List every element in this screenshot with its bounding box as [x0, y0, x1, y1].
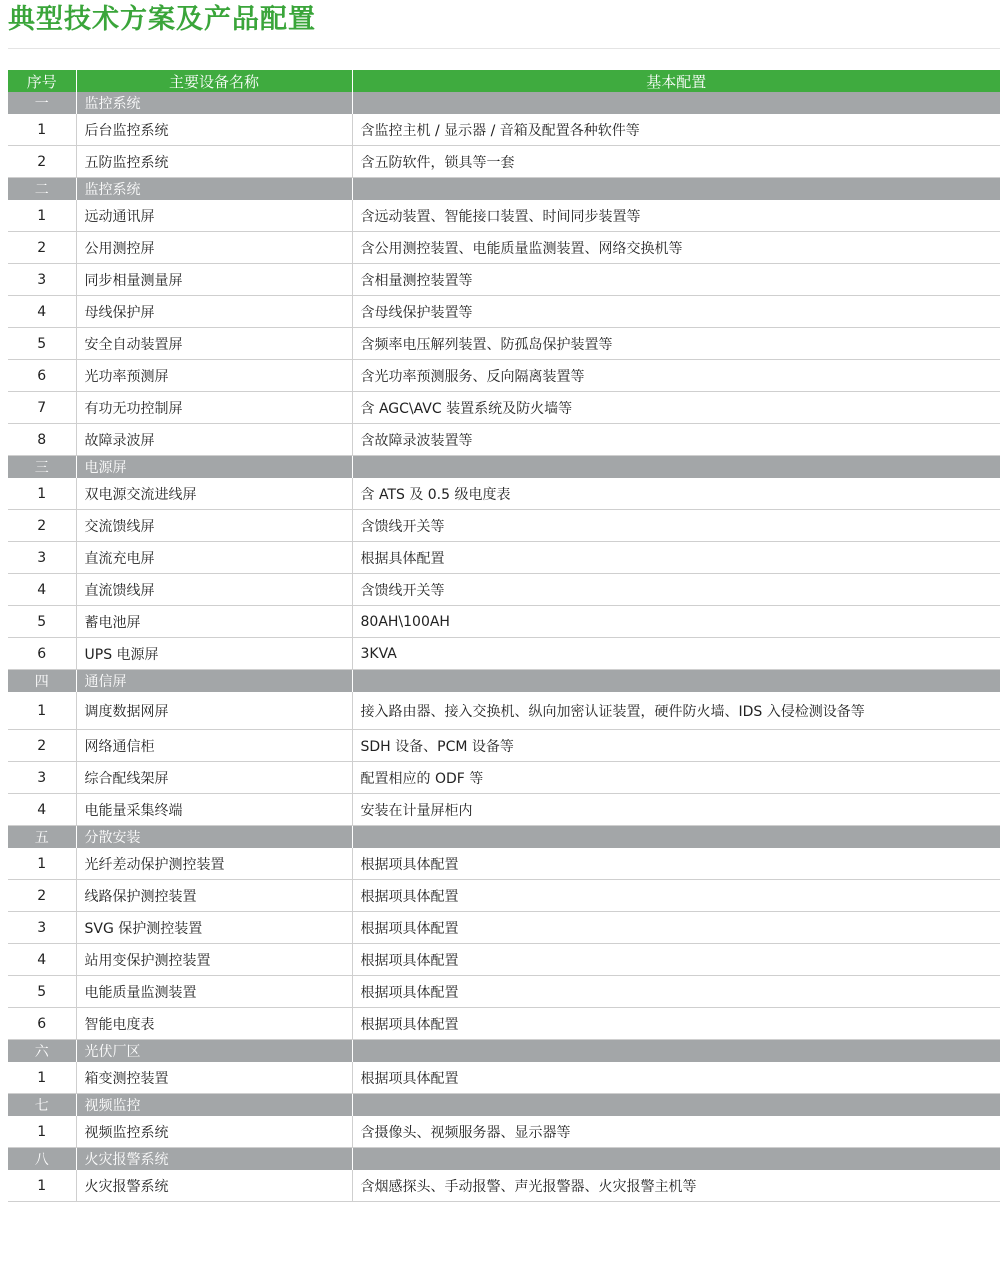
device-name: 线路保护测控装置: [76, 880, 352, 912]
device-name: SVG 保护测控装置: [76, 912, 352, 944]
section-filler: [352, 826, 1000, 849]
device-name: UPS 电源屏: [76, 638, 352, 670]
section-row: [8, 178, 1000, 201]
device-config: 配置相应的 ODF 等: [352, 762, 1000, 794]
row-number: 2: [8, 880, 76, 912]
table-body: [8, 92, 1000, 1202]
row-number: 2: [8, 510, 76, 542]
device-config: 含公用测控装置、电能质量监测装置、网络交换机等: [352, 232, 1000, 264]
table-row: [8, 510, 1000, 542]
table-row: [8, 1116, 1000, 1148]
device-name: 远动通讯屏: [76, 200, 352, 232]
config-table: [8, 70, 1000, 1202]
section-filler: [352, 1094, 1000, 1117]
section-number: 六: [8, 1040, 76, 1063]
row-number: 2: [8, 146, 76, 178]
section-row: [8, 826, 1000, 849]
table-row: [8, 146, 1000, 178]
row-number: 1: [8, 1116, 76, 1148]
device-config: 含远动装置、智能接口装置、时间同步装置等: [352, 200, 1000, 232]
device-config: 含监控主机 / 显示器 / 音箱及配置各种软件等: [352, 114, 1000, 146]
section-name: 监控系统: [76, 92, 352, 114]
table-row: [8, 542, 1000, 574]
device-name: 安全自动装置屏: [76, 328, 352, 360]
device-name: 双电源交流进线屏: [76, 478, 352, 510]
section-number: 二: [8, 178, 76, 201]
device-name: 有功无功控制屏: [76, 392, 352, 424]
device-config: 含烟感探头、手动报警、声光报警器、火灾报警主机等: [352, 1170, 1000, 1202]
section-filler: [352, 1040, 1000, 1063]
device-config: 根据项具体配置: [352, 848, 1000, 880]
table-row: [8, 296, 1000, 328]
header-device-name: 主要设备名称: [76, 70, 352, 92]
table-row: [8, 606, 1000, 638]
device-name: 故障录波屏: [76, 424, 352, 456]
device-config: 含摄像头、视频服务器、显示器等: [352, 1116, 1000, 1148]
section-row: [8, 92, 1000, 114]
device-config: 含母线保护装置等: [352, 296, 1000, 328]
section-number: 三: [8, 456, 76, 479]
table-row: [8, 478, 1000, 510]
device-name: 直流充电屏: [76, 542, 352, 574]
row-number: 8: [8, 424, 76, 456]
device-config: 根据项具体配置: [352, 944, 1000, 976]
section-row: [8, 1094, 1000, 1117]
device-name: 母线保护屏: [76, 296, 352, 328]
title-divider: [8, 48, 1000, 49]
device-name: 站用变保护测控装置: [76, 944, 352, 976]
device-name: 电能量采集终端: [76, 794, 352, 826]
table-row: [8, 392, 1000, 424]
section-name: 监控系统: [76, 178, 352, 201]
device-config: 含 ATS 及 0.5 级电度表: [352, 478, 1000, 510]
section-name: 视频监控: [76, 1094, 352, 1117]
table-row: [8, 1170, 1000, 1202]
device-config: SDH 设备、PCM 设备等: [352, 730, 1000, 762]
row-number: 1: [8, 692, 76, 730]
row-number: 2: [8, 232, 76, 264]
section-row: [8, 1040, 1000, 1063]
device-name: 公用测控屏: [76, 232, 352, 264]
row-number: 6: [8, 1008, 76, 1040]
section-number: 四: [8, 670, 76, 693]
table-row: [8, 200, 1000, 232]
device-config: 3KVA: [352, 638, 1000, 670]
row-number: 6: [8, 360, 76, 392]
device-name: 后台监控系统: [76, 114, 352, 146]
device-name: 调度数据网屏: [76, 692, 352, 730]
section-name: 火灾报警系统: [76, 1148, 352, 1171]
device-config: 含光功率预测服务、反向隔离装置等: [352, 360, 1000, 392]
row-number: 1: [8, 1170, 76, 1202]
section-filler: [352, 178, 1000, 201]
table-row: [8, 944, 1000, 976]
device-name: 光纤差动保护测控装置: [76, 848, 352, 880]
device-name: 直流馈线屏: [76, 574, 352, 606]
row-number: 6: [8, 638, 76, 670]
device-config: 含五防软件，锁具等一套: [352, 146, 1000, 178]
section-filler: [352, 670, 1000, 693]
table-row: [8, 880, 1000, 912]
table-row: [8, 730, 1000, 762]
header-seq: 序号: [8, 70, 76, 92]
row-number: 7: [8, 392, 76, 424]
device-name: 蓄电池屏: [76, 606, 352, 638]
row-number: 3: [8, 542, 76, 574]
device-config: 根据项具体配置: [352, 880, 1000, 912]
row-number: 1: [8, 478, 76, 510]
device-name: 综合配线架屏: [76, 762, 352, 794]
device-name: 电能质量监测装置: [76, 976, 352, 1008]
table-row: [8, 232, 1000, 264]
device-config: 根据具体配置: [352, 542, 1000, 574]
row-number: 3: [8, 264, 76, 296]
section-row: [8, 670, 1000, 693]
section-name: 分散安装: [76, 826, 352, 849]
device-config: 安装在计量屏柜内: [352, 794, 1000, 826]
section-row: [8, 456, 1000, 479]
table-row: [8, 328, 1000, 360]
table-header: [8, 70, 1000, 92]
table-row: [8, 976, 1000, 1008]
table-row: [8, 360, 1000, 392]
table-row: [8, 848, 1000, 880]
header-config: 基本配置: [352, 70, 1000, 92]
section-number: 八: [8, 1148, 76, 1171]
table-row: [8, 114, 1000, 146]
device-config: 含相量测控装置等: [352, 264, 1000, 296]
table-row: [8, 912, 1000, 944]
section-filler: [352, 92, 1000, 114]
device-config: 80AH\100AH: [352, 606, 1000, 638]
device-config: 根据项具体配置: [352, 976, 1000, 1008]
section-number: 五: [8, 826, 76, 849]
device-config: 根据项具体配置: [352, 1008, 1000, 1040]
device-name: 同步相量测量屏: [76, 264, 352, 296]
section-name: 电源屏: [76, 456, 352, 479]
device-config: 含馈线开关等: [352, 574, 1000, 606]
device-name: 箱变测控装置: [76, 1062, 352, 1094]
row-number: 2: [8, 730, 76, 762]
page-title: 典型技术方案及产品配置: [8, 4, 316, 35]
section-row: [8, 1148, 1000, 1171]
table-row: [8, 574, 1000, 606]
table-row: [8, 794, 1000, 826]
device-name: 视频监控系统: [76, 1116, 352, 1148]
device-name: 火灾报警系统: [76, 1170, 352, 1202]
row-number: 5: [8, 606, 76, 638]
device-config: 根据项具体配置: [352, 1062, 1000, 1094]
section-number: 七: [8, 1094, 76, 1117]
row-number: 3: [8, 912, 76, 944]
section-number: 一: [8, 92, 76, 114]
device-name: 交流馈线屏: [76, 510, 352, 542]
device-name: 智能电度表: [76, 1008, 352, 1040]
table-row: [8, 1008, 1000, 1040]
row-number: 5: [8, 976, 76, 1008]
row-number: 5: [8, 328, 76, 360]
row-number: 3: [8, 762, 76, 794]
table-row: [8, 692, 1000, 730]
device-config: 含馈线开关等: [352, 510, 1000, 542]
section-filler: [352, 1148, 1000, 1171]
device-config: 根据项具体配置: [352, 912, 1000, 944]
device-config: 含故障录波装置等: [352, 424, 1000, 456]
row-number: 1: [8, 114, 76, 146]
section-name: 通信屏: [76, 670, 352, 693]
row-number: 1: [8, 200, 76, 232]
row-number: 1: [8, 848, 76, 880]
row-number: 4: [8, 944, 76, 976]
section-filler: [352, 456, 1000, 479]
table-row: [8, 424, 1000, 456]
device-config: 含频率电压解列装置、防孤岛保护装置等: [352, 328, 1000, 360]
row-number: 4: [8, 794, 76, 826]
row-number: 4: [8, 296, 76, 328]
section-name: 光伏厂区: [76, 1040, 352, 1063]
table-row: [8, 762, 1000, 794]
device-name: 五防监控系统: [76, 146, 352, 178]
table-row: [8, 638, 1000, 670]
table-row: [8, 1062, 1000, 1094]
table-row: [8, 264, 1000, 296]
device-name: 网络通信柜: [76, 730, 352, 762]
device-config: 接入路由器、接入交换机、纵向加密认证装置，硬件防火墙、IDS 入侵检测设备等: [352, 692, 1000, 730]
row-number: 4: [8, 574, 76, 606]
device-config: 含 AGC\AVC 装置系统及防火墙等: [352, 392, 1000, 424]
row-number: 1: [8, 1062, 76, 1094]
device-name: 光功率预测屏: [76, 360, 352, 392]
